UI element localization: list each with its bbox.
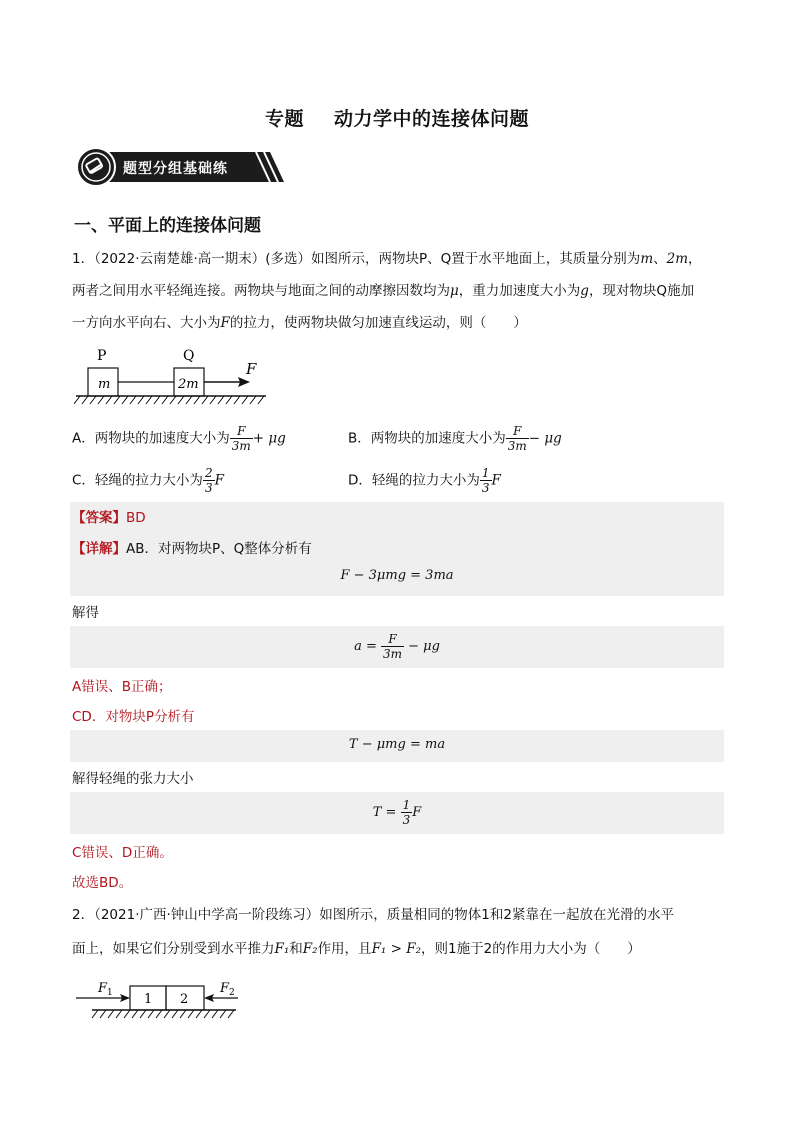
solve-line-1: 解得 <box>72 605 99 621</box>
label-Q: Q <box>183 348 195 364</box>
option-A[interactable]: A．两物块的加速度大小为 $\frac{F}{3m}$ + μg <box>72 424 286 453</box>
q1-figure <box>74 344 270 406</box>
label-F1-sub: 1 <box>107 988 113 998</box>
option-D[interactable]: D．轻绳的拉力大小为 $\frac{1}{3}$ F <box>348 466 501 495</box>
section-heading: 一、平面上的连接体问题 <box>74 216 261 236</box>
mass-P: m <box>98 377 111 392</box>
q1-stem-line2: 两者之间用水平轻绳连接。两物块与地面之间的动摩擦因数均为μ，重力加速度大小为g，现对物块Q施加 <box>72 283 695 299</box>
option-C[interactable]: C．轻绳的拉力大小为 $\frac{2}{3}$ F <box>72 466 224 495</box>
title-left: 专题 <box>264 108 304 130</box>
equation-3: T − μmg = ma <box>348 737 446 752</box>
q2-ground-hatch <box>92 1010 234 1018</box>
equation-2: a = $\frac{F}{3m}$ − μg <box>354 632 440 661</box>
title-right: 动力学中的连接体问题 <box>334 108 530 130</box>
box-2-label: 2 <box>180 992 189 1007</box>
equation-1: F − 3μmg = 3ma <box>340 568 454 583</box>
label-F1: F <box>98 981 108 996</box>
q2-stem-line2: 面上，如果它们分别受到水平推力F₁和F₂作用，且F₁ > F₂，则1施于2的作用力大小为（ ） <box>72 941 641 957</box>
detail-line2: CD．对物块P分析有 <box>72 709 195 725</box>
label-F2-sub: 2 <box>229 988 235 998</box>
mass-Q: 2m <box>178 377 199 392</box>
equation-4: T = $\frac{1}{3}$ F <box>372 798 422 827</box>
ground-hatch <box>74 396 264 404</box>
label-P: P <box>97 348 107 364</box>
label-F2: F <box>220 981 230 996</box>
box-1-label: 1 <box>144 992 153 1007</box>
force-label: F <box>246 360 257 378</box>
option-B[interactable]: B．两物块的加速度大小为 $\frac{F}{3m}$ − μg <box>348 424 562 453</box>
conclusion-2: C错误、D正确。 <box>72 845 173 861</box>
detail-line1: 【详解】AB．对两物块P、Q整体分析有 <box>72 541 312 557</box>
q1-stem-line3: 一方向水平向右、大小为F的拉力，使两物块做匀加速直线运动，则（ ） <box>72 315 527 331</box>
q2-stem-line1: 2．（2021·广西·钟山中学高一阶段练习）如图所示，质量相同的物体1和2紧靠在一起放在光滑的水平 <box>72 907 674 923</box>
conclusion-1: A错误、B正确； <box>72 679 172 695</box>
q1-stem-line1: 1．（2022·云南楚雄·高一期末）(多选）如图所示，两物块P、Q置于水平地面上，其质量分别为m、2m， <box>72 251 702 267</box>
page-title <box>0 104 794 131</box>
solve-line-2: 解得轻绳的张力大小 <box>72 771 194 787</box>
answer-line: 【答案】BD <box>72 510 146 526</box>
banner-label: 题型分组基础练 <box>123 161 228 177</box>
q2-figure <box>74 976 244 1026</box>
final-choice: 故选BD。 <box>72 875 133 891</box>
